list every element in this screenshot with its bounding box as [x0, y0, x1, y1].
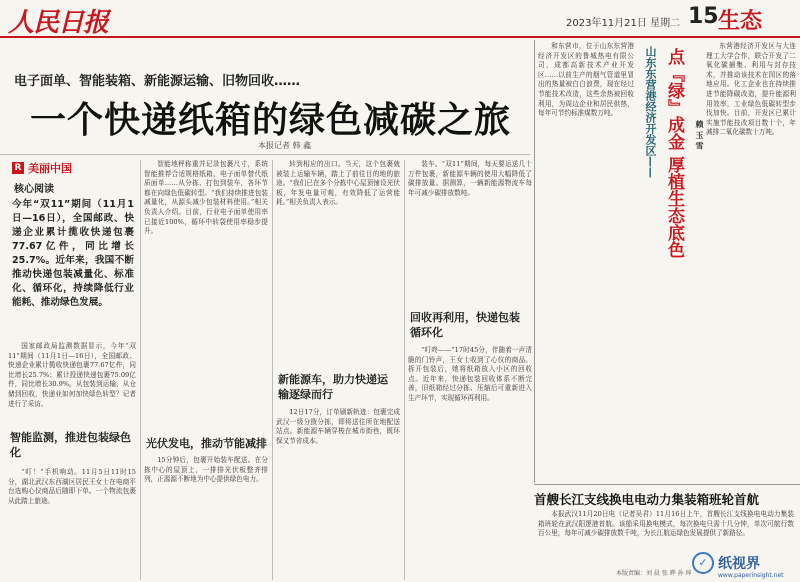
- column-tag: [12, 160, 72, 176]
- bottom-story-divider: [534, 484, 800, 485]
- article-paragraph: 本报武汉11月20日电（记者吴君）11月16日上午，首艘长江支线换电电动力集装箱班轮在武汉阳逻港首航。该船采用换电模式，每次换电只需十几分钟，单次可航行数百公里，每年可减少碳排放数千吨，为长江航运绿色发展提供了新路径。: [538, 510, 794, 538]
- article-column-3: [276, 160, 400, 370]
- side-article-column-2: [706, 42, 796, 478]
- article-paragraph: 智能地秤称重并记录包裹尺寸，系统智能推荐合适规格纸箱，电子面单替代纸质面单……从分拣、打包到装车，各环节都在向绿色低碳转型。“我们持续推进包装减量化，从源头减少包装材料使用。”相关负责人介绍。目前，行业电子面单使用率已接近100%，循环中转袋使用率稳步提升。: [144, 160, 268, 236]
- column-tag-label: 美丽中国: [28, 162, 72, 175]
- tag-icon: R: [12, 162, 24, 174]
- watermark-url: www.paperinsight.net: [718, 572, 784, 579]
- page-number: 15: [688, 4, 719, 29]
- article-paragraph: 和东营市，位于山东东营港经济开发区的鲁城热电有限公司，成都高新技术产业开发区……以前生产的烟气管道里冒出的热量被白白浪费，现在经过节能技术改造，这些余热被回收利用，为周边企业和居民供热，每年可节约标准煤数万吨。: [538, 42, 634, 118]
- subheading-packaging: 智能监测，推进包装绿色化: [10, 431, 131, 459]
- masthead: [0, 0, 800, 38]
- bottom-story-text: [538, 510, 794, 556]
- article-byline: 本报记者 韩 鑫: [258, 141, 312, 150]
- watermark: [692, 552, 760, 574]
- watermark-name: 纸视界: [718, 556, 760, 572]
- issue-date: 2023年11月21日 星期二: [566, 18, 681, 29]
- newspaper-logo: 人民日报: [8, 8, 109, 38]
- article-column-4: [408, 160, 532, 308]
- article-paragraph: “叮！”手机响动。11月5日11时15分，湖北武汉东西湖区居民王女士在电商平台选购心仪商品后随即下单。一个物流包裹从此踏上旅途。: [8, 468, 136, 505]
- article-headline[interactable]: 一个快递纸箱的绿色减碳之旅: [30, 100, 512, 141]
- article-column-2b: [144, 456, 268, 578]
- article-column-4b: [408, 346, 532, 578]
- column-divider: [272, 160, 273, 580]
- article-paragraph: 15分钟后，包裹开始装车配送。在分拣中心的屋顶上，一排排光伏板整齐排列，正源源不断地为中心提供绿色电力。: [144, 456, 268, 484]
- subheading-new-energy: 新能源车，助力快递运输逐绿而行: [278, 373, 388, 401]
- column-divider: [140, 160, 141, 580]
- article-paragraph: 装车。“双11”期间，每天要运送几十万件包裹，新能源车辆的使用大幅降低了碳排放量。据测算，一辆新能源物流车每年可减少碳排放数吨。: [408, 160, 532, 197]
- article-paragraph: 转到相应的出口。当天，这个包裹就被装上运输车辆，踏上了前往目的地的旅途。“我们已在多个分拣中心屋顶铺设光伏板，年发电量可观，有效降低了运营能耗。”相关负责人表示。: [276, 160, 400, 207]
- headline-divider: [0, 154, 530, 155]
- bottom-story-headline[interactable]: 首艘长江支线换电电动力集装箱班轮首航: [534, 492, 760, 507]
- column-divider: [404, 160, 405, 580]
- side-article-headline[interactable]: 点『绿』成金 厚植生态底色: [664, 48, 684, 258]
- page-editors: 本版责编：刘 晨 张 晔 孙 坤: [616, 570, 692, 577]
- article-paragraph: 12日17分，订单刷新轨迹：包裹完成武汉一级分拨分拣，即将送往所在地配送站点。新能源车辆穿梭在城市街巷，既环保又节省成本。: [276, 408, 400, 445]
- article-paragraph: “叮咚——”17时45分，伴随着一声清脆的门铃声，王女士收到了心仪的商品。拆开包装后，她将纸箱放入小区的回收点。近年来，快递包装回收体系不断完善，旧纸箱经过分拣、压缩后可重新进入生产环节，实现循环再利用。: [408, 346, 532, 402]
- article-paragraph: 国家邮政局监测数据显示，今年“双11”期间（11月1日—16日），全国邮政、快递企业累计揽收快递包裹77.67亿件，同比增长25.7%；累计投递快递包裹75.09亿件，同比增长30.9%。从包装到运输，从仓储到回收，快递业如何加快绿色转型？记者进行了采访。: [8, 342, 136, 408]
- article-column-1: [8, 342, 136, 426]
- subheading-solar: 光伏发电，推动节能减排: [146, 437, 267, 450]
- article-column-1b: [8, 468, 136, 578]
- section-divider: [534, 40, 535, 482]
- watermark-logo-icon: ✓: [692, 552, 714, 574]
- subheading-recycling: 回收再利用，快递包装循环化: [410, 311, 520, 339]
- core-reading-label: 核心阅读: [14, 184, 54, 195]
- side-article-place: 山东东营港经济开发区——: [644, 46, 657, 178]
- side-article-author: 赖 玉 雪: [695, 120, 704, 150]
- article-column-3b: [276, 408, 400, 578]
- section-title: 生态: [718, 9, 763, 34]
- article-kicker: 电子面单、智能装箱、新能源运输、旧物回收……: [14, 74, 301, 89]
- side-article-column-1: [538, 42, 634, 478]
- article-paragraph: 东营港经济开发区与大连理工大学合作，联合开发了二氧化碳捕集、利用与封存技术，并推动该技术在园区的落地应用。化工企业也在持续推进节能降碳改造，提升能源利用效率，工业绿色低碳转型步伐加快。目前，开发区已累计实施节能技改项目数十个，年减排二氧化碳数十万吨。: [706, 42, 796, 137]
- article-column-2: [144, 160, 268, 428]
- core-reading-summary: 今年“双11”期间（11月1日—16日），全国邮政、快递企业累计揽收快递包裹77.67亿件，同比增长25.7%。近年来，我国不断推动快递包装减量化、标准化、循环化，持续降低行业能耗、推动绿色发展。: [12, 199, 134, 308]
